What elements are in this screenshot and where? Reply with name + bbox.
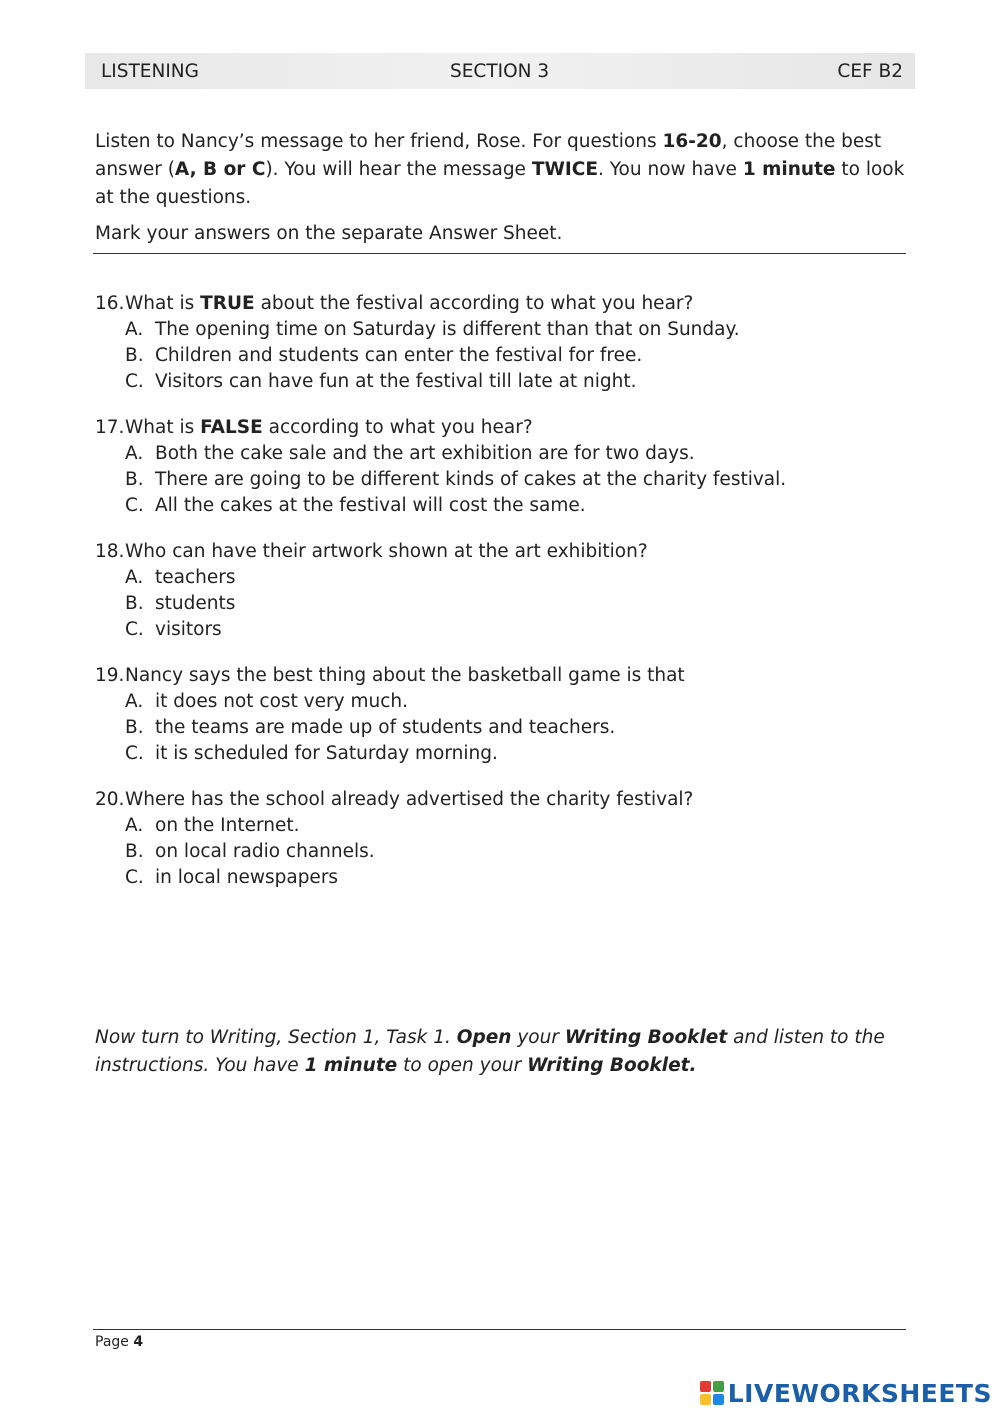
option-letter: A.	[125, 815, 144, 836]
answer-option[interactable]	[95, 715, 905, 741]
option-letter: C.	[125, 495, 144, 516]
intro-text: . You now have	[597, 159, 743, 180]
logo-square	[713, 1381, 724, 1392]
page-number-value: 4	[133, 1334, 144, 1350]
answer-option[interactable]	[95, 741, 905, 767]
intro-bold: TWICE	[531, 159, 598, 180]
outro-text: and listen to the instructions. You have	[95, 1027, 885, 1076]
intro-bold: 16-20	[662, 131, 722, 152]
intro-text: to look at the questions.	[95, 159, 905, 208]
outro-bold: Open	[456, 1027, 512, 1048]
option-letter: A.	[125, 567, 144, 588]
option-text: Visitors can have fun at the festival till late at night.	[155, 371, 637, 392]
option-letter: A.	[125, 691, 144, 712]
option-letter: C.	[125, 867, 144, 888]
option-text: students	[155, 593, 236, 614]
option-text: the teams are made up of students and teachers.	[155, 717, 616, 738]
page-label: Page	[95, 1334, 134, 1350]
page-header	[85, 53, 915, 89]
answer-option[interactable]	[95, 591, 905, 617]
question-text: Who can have their artwork shown at the art exhibition?	[125, 541, 648, 562]
question-stem	[95, 539, 905, 565]
outro-text: your	[511, 1027, 565, 1048]
question-list	[95, 291, 905, 911]
answer-option[interactable]	[95, 865, 905, 891]
header-listening: LISTENING	[101, 61, 199, 82]
option-letter: B.	[125, 841, 144, 862]
question	[95, 539, 905, 643]
option-letter: B.	[125, 717, 144, 738]
question-number: 16.	[95, 293, 125, 314]
answer-option[interactable]	[95, 565, 905, 591]
intro-bold: A, B or C	[174, 159, 266, 180]
header-level: CEF B2	[837, 61, 903, 82]
question-text: Nancy says the best thing about the basketball game is that	[125, 665, 685, 686]
option-letter: A.	[125, 443, 144, 464]
option-letter: B.	[125, 345, 144, 366]
writing-instructions-paragraph	[95, 1024, 905, 1080]
outro-text: to open your	[397, 1055, 528, 1076]
answer-option[interactable]	[95, 813, 905, 839]
writing-instructions	[95, 1024, 905, 1080]
option-text: it does not cost very much.	[155, 691, 408, 712]
instructions-paragraph	[95, 128, 905, 212]
option-text: in local newspapers	[155, 867, 339, 888]
answer-option[interactable]	[95, 369, 905, 395]
option-letter: C.	[125, 371, 144, 392]
answer-option[interactable]	[95, 467, 905, 493]
answer-option[interactable]	[95, 617, 905, 643]
logo-square	[713, 1394, 724, 1405]
instructions	[95, 128, 905, 212]
question-number: 18.	[95, 541, 125, 562]
outro-bold: 1 minute	[304, 1055, 398, 1076]
answer-option[interactable]	[95, 441, 905, 467]
footer-divider	[93, 1329, 906, 1330]
question-text: according to what you hear?	[262, 417, 533, 438]
question-number: 19.	[95, 665, 125, 686]
question-text: What is	[125, 417, 201, 438]
option-text: Children and students can enter the festival for free.	[155, 345, 643, 366]
intro-text: , choose the best answer (	[95, 131, 882, 180]
answer-option[interactable]	[95, 343, 905, 369]
option-letter: C.	[125, 619, 144, 640]
question-number: 20.	[95, 789, 125, 810]
option-letter: A.	[125, 319, 144, 340]
answer-option[interactable]	[95, 493, 905, 519]
outro-bold: Writing Booklet.	[527, 1055, 697, 1076]
option-text: There are going to be different kinds of cakes at the charity festival.	[155, 469, 787, 490]
outro-bold: Writing Booklet	[564, 1027, 728, 1048]
logo-square	[700, 1381, 711, 1392]
question-text: Where has the school already advertised the charity festival?	[125, 789, 694, 810]
option-text: it is scheduled for Saturday morning.	[155, 743, 498, 764]
option-text: visitors	[155, 619, 222, 640]
option-letter: B.	[125, 469, 144, 490]
question-stem	[95, 291, 905, 317]
divider	[93, 253, 906, 254]
question-stem	[95, 663, 905, 689]
question	[95, 787, 905, 891]
question	[95, 291, 905, 395]
page-number	[95, 1334, 143, 1350]
question-text: What is	[125, 293, 201, 314]
question	[95, 415, 905, 519]
option-text: All the cakes at the festival will cost the same.	[155, 495, 586, 516]
liveworksheets-logo-icon	[700, 1381, 724, 1405]
liveworksheets-brand[interactable]	[700, 1378, 992, 1408]
logo-square	[700, 1394, 711, 1405]
option-text: on the Internet.	[155, 815, 300, 836]
option-letter: C.	[125, 743, 144, 764]
intro-text: ). You will hear the message	[265, 159, 532, 180]
question-keyword: FALSE	[200, 417, 263, 438]
brand-name: LIVEWORKSHEETS	[727, 1378, 992, 1408]
question-stem	[95, 787, 905, 813]
answer-option[interactable]	[95, 689, 905, 715]
header-section: SECTION 3	[450, 61, 550, 82]
intro-text: Listen to Nancy’s message to her friend, Rose. For questions	[95, 131, 663, 152]
answer-sheet-note: Mark your answers on the separate Answer Sheet.	[95, 223, 563, 244]
question	[95, 663, 905, 767]
option-text: The opening time on Saturday is different than that on Sunday.	[155, 319, 740, 340]
option-letter: B.	[125, 593, 144, 614]
question-keyword: TRUE	[200, 293, 255, 314]
question-text: about the festival according to what you hear?	[254, 293, 694, 314]
intro-bold: 1 minute	[742, 159, 836, 180]
question-stem	[95, 415, 905, 441]
answer-option[interactable]	[95, 839, 905, 865]
answer-option[interactable]	[95, 317, 905, 343]
question-number: 17.	[95, 417, 125, 438]
option-text: on local radio channels.	[155, 841, 375, 862]
option-text: Both the cake sale and the art exhibition are for two days.	[155, 443, 695, 464]
outro-text: Now turn to Writing, Section 1, Task 1.	[95, 1027, 457, 1048]
option-text: teachers	[155, 567, 236, 588]
